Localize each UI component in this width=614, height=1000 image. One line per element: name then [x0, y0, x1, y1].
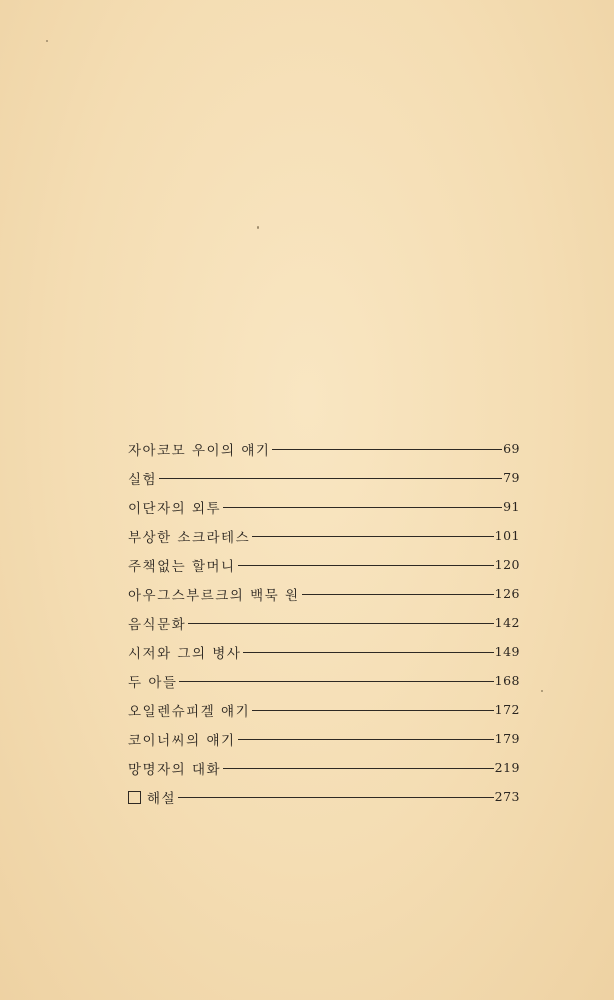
toc-entry-title-commentary [128, 787, 176, 807]
toc-entry-title: 부상한 소크라테스 [128, 529, 251, 546]
toc-entry-page: 126 [494, 586, 520, 601]
toc-leader-line [302, 594, 494, 595]
toc-entry-page: 172 [494, 702, 520, 717]
toc-entry-title: 시저와 그의 병사 [128, 645, 242, 662]
toc-entry-title: 두 아들 [128, 674, 178, 691]
toc-entry[interactable] [128, 463, 520, 492]
toc-entry[interactable] [128, 782, 520, 811]
toc-entry[interactable] [128, 753, 520, 782]
toc-leader-line [179, 681, 493, 682]
toc-entry-title-text: 해설 [147, 790, 177, 807]
toc-entry[interactable] [128, 550, 520, 579]
toc-entry-page: 120 [494, 557, 520, 572]
toc-entry-page: 179 [494, 731, 520, 746]
toc-entry-title: 주책없는 할머니 [128, 558, 236, 575]
toc-leader-line [223, 768, 494, 769]
paper-speck [257, 226, 259, 229]
paper-speck [46, 40, 48, 42]
toc-entry[interactable] [128, 521, 520, 550]
toc-entry[interactable] [128, 492, 520, 521]
toc-leader-line [223, 507, 502, 508]
toc-entry-title: 망명자의 대화 [128, 761, 222, 778]
toc-entry[interactable] [128, 724, 520, 753]
toc-entry-page: 219 [494, 760, 520, 775]
toc-entry-title: 음식문화 [128, 616, 187, 633]
toc-leader-line [188, 623, 493, 624]
toc-leader-line [178, 797, 494, 798]
toc-entry[interactable] [128, 579, 520, 608]
toc-entry-title: 코이너씨의 얘기 [128, 732, 236, 749]
toc-leader-line [252, 710, 494, 711]
toc-leader-line [243, 652, 493, 653]
paper-speck [541, 690, 543, 692]
toc-entry[interactable] [128, 637, 520, 666]
toc-leader-line [272, 449, 502, 450]
toc-entry-title: 오일렌슈피겔 얘기 [128, 703, 251, 720]
toc-leader-line [252, 536, 494, 537]
toc-entry[interactable] [128, 666, 520, 695]
toc-entry-page: 168 [494, 673, 520, 688]
toc-entry-page: 69 [503, 441, 520, 456]
toc-entry-title: 아우그스부르크의 백묵 원 [128, 587, 300, 604]
toc-leader-line [238, 739, 494, 740]
toc-leader-line [238, 565, 494, 566]
toc-entry-page: 79 [503, 470, 520, 485]
toc-entry[interactable] [128, 695, 520, 724]
toc-entry[interactable] [128, 608, 520, 637]
toc-leader-line [159, 478, 502, 479]
toc-entry-page: 101 [494, 528, 520, 543]
toc-entry-page: 273 [494, 789, 520, 804]
toc-entry-title: 이단자의 외투 [128, 500, 222, 517]
toc-entry-page: 142 [494, 615, 520, 630]
toc-entry-page: 91 [503, 499, 520, 514]
toc-entry[interactable] [128, 434, 520, 463]
box-icon [128, 791, 141, 804]
toc-entry-title: 실험 [128, 471, 158, 488]
table-of-contents [128, 434, 520, 811]
toc-entry-title: 자아코모 우이의 얘기 [128, 442, 271, 459]
toc-entry-page: 149 [494, 644, 520, 659]
